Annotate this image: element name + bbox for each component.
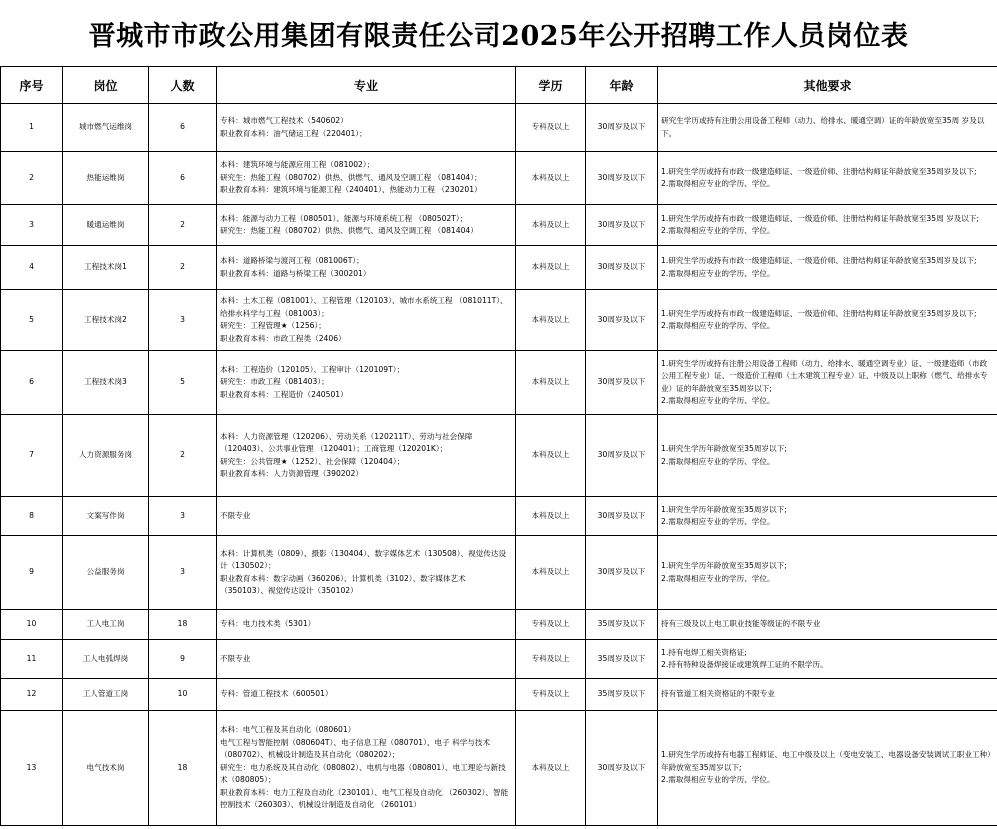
- other-line: 1.研究生学历或持有市政一级建造师证、一级造价师、注册结构师证年龄放宽至35周 岁及以下;: [661, 213, 980, 223]
- cell-age: 30周岁及以下: [586, 536, 658, 610]
- cell-education: 本科及以上: [516, 415, 586, 497]
- table-row: [1, 497, 997, 536]
- cell-post: 人力资源服务岗: [63, 415, 149, 497]
- cell-major: [217, 415, 516, 497]
- cell-post: 暖通运维岗: [63, 205, 149, 246]
- cell-no: 10: [1, 610, 63, 640]
- cell-education: 本科及以上: [516, 351, 586, 415]
- other-line: 持有三级及以上电工职业技能等级证的不限专业: [661, 619, 821, 629]
- other-line: 2.持有特种设备焊接证或建筑焊工证的不限学历。: [661, 660, 828, 669]
- header-age: 年龄: [586, 67, 658, 104]
- cell-education: 本科及以上: [516, 711, 586, 826]
- cell-post: 工程技术岗1: [63, 246, 149, 290]
- other-line: 1.研究生学历或持有市政一级建造师证、一级造价师、注册结构师证年龄放宽至35周岁及以下;: [661, 166, 977, 176]
- cell-age: 30周岁及以下: [586, 290, 658, 351]
- major-line: 职业教育本科：数字动画（360206）、计算机类（3102）、数字媒体艺术（350103）、视觉传达设计（350102）: [220, 573, 466, 595]
- table-body: [1, 104, 997, 826]
- other-line: 2.需取得相应专业的学历、学位。: [661, 775, 775, 785]
- cell-education: 本科及以上: [516, 290, 586, 351]
- cell-major: [217, 640, 516, 679]
- major-line: 职业教育本科：市政工程类（2406）: [220, 333, 346, 343]
- cell-other: [658, 205, 997, 246]
- major-line: 职业教育本科：建筑环境与能源工程（240401）、热能动力工程 （230201）: [220, 185, 482, 195]
- cell-other: [658, 104, 997, 152]
- cell-no: 2: [1, 152, 63, 205]
- major-line: 研究生：电力系统及其自动化（080802）、电机与电器（080801）、电工理论与新技术（080805）；: [220, 762, 506, 785]
- cell-age: 30周岁及以下: [586, 152, 658, 205]
- cell-count: 6: [149, 104, 217, 152]
- table-row: [1, 290, 997, 351]
- header-education: 学历: [516, 67, 586, 104]
- cell-post: 工人管道工岗: [63, 679, 149, 711]
- major-line: 本科：道路桥梁与渡河工程（081006T）；: [220, 256, 364, 265]
- major-line: 本科：计算机类（0809）、摄影（130404）、数字媒体艺术（130508）、视觉传达设计（130502）；: [220, 548, 507, 570]
- other-line: 2.需取得相应专业的学历、学位。: [661, 321, 775, 330]
- cell-major: [217, 711, 516, 826]
- major-line: 研究生：工程管理★（1256）；: [220, 321, 326, 330]
- cell-other: [658, 679, 997, 711]
- table-row: [1, 104, 997, 152]
- other-line: 1.研究生学历或持有电器工程师证、电工中级及以上（变电安装工、电器设备安装调试工职业工种）年龄放宽至35周岁以下;: [661, 750, 991, 772]
- cell-other: [658, 610, 997, 640]
- cell-other: [658, 246, 997, 290]
- table-row: [1, 246, 997, 290]
- cell-count: 3: [149, 536, 217, 610]
- cell-major: [217, 290, 516, 351]
- cell-major: [217, 205, 516, 246]
- table-row: [1, 152, 997, 205]
- header-post: 岗位: [63, 67, 149, 104]
- cell-count: 18: [149, 711, 217, 826]
- table-row: [1, 711, 997, 826]
- major-line: 职业教育本科：道路与桥梁工程（300201）: [220, 268, 371, 278]
- cell-major: [217, 246, 516, 290]
- major-line: 研究生：热能工程（080702）供热、供燃气、通风及空调工程 （081404）；: [220, 172, 482, 182]
- cell-age: 30周岁及以下: [586, 711, 658, 826]
- table-row: [1, 640, 997, 679]
- other-line: 1.研究生学历或持有市政一级建造师证、一级造价师、注册结构师证年龄放宽至35周岁及以下;: [661, 256, 977, 265]
- cell-age: 30周岁及以下: [586, 351, 658, 415]
- cell-post: 热能运维岗: [63, 152, 149, 205]
- other-line: 1.研究生学历或持有市政一级建造师证、一级造价师、注册结构师证年龄放宽至35周岁及以下;: [661, 308, 977, 318]
- cell-post: 工程技术岗2: [63, 290, 149, 351]
- cell-age: 35周岁及以下: [586, 679, 658, 711]
- cell-count: 2: [149, 415, 217, 497]
- cell-age: 30周岁及以下: [586, 497, 658, 536]
- cell-no: 8: [1, 497, 63, 536]
- cell-other: [658, 290, 997, 351]
- cell-education: 本科及以上: [516, 497, 586, 536]
- cell-count: 6: [149, 152, 217, 205]
- other-line: 2.需取得相应专业的学历、学位。: [661, 517, 775, 526]
- cell-post: 城市燃气运维岗: [63, 104, 149, 152]
- cell-count: 5: [149, 351, 217, 415]
- cell-education: 本科及以上: [516, 205, 586, 246]
- other-line: 2.需取得相应专业的学历、学位。: [661, 573, 775, 583]
- major-line: 本科：电气工程及其自动化（080601）: [220, 725, 356, 735]
- table-row: [1, 351, 997, 415]
- cell-other: [658, 536, 997, 610]
- cell-age: 35周岁及以下: [586, 610, 658, 640]
- table-row: [1, 205, 997, 246]
- cell-post: 工程技术岗3: [63, 351, 149, 415]
- cell-education: 专科及以上: [516, 610, 586, 640]
- cell-post: 文案写作岗: [63, 497, 149, 536]
- major-line: 研究生：市政工程（081403）；: [220, 377, 329, 387]
- major-line: 职业教育本科：电力工程及自动化（230101）、电气工程及自动化 （260302）、智能控制技术（260303）、机械设计制造及自动化 （260101）: [220, 787, 509, 810]
- major-line: 职业教育本科：油气储运工程（220401）；: [220, 128, 367, 138]
- header-no: 序号: [1, 67, 63, 104]
- cell-no: 5: [1, 290, 63, 351]
- cell-major: [217, 536, 516, 610]
- positions-table: [0, 66, 997, 826]
- cell-other: [658, 152, 997, 205]
- major-line: 本科：工程造价（120105）、工程审计（120109T）；: [220, 364, 405, 374]
- cell-no: 4: [1, 246, 63, 290]
- major-line: 电气工程与智能控制（080604T）、电子信息工程（080701）、电子 科学与技术（080702）、机械设计制造及其自动化（080202）；: [220, 737, 491, 760]
- cell-education: 本科及以上: [516, 246, 586, 290]
- cell-count: 3: [149, 290, 217, 351]
- cell-count: 9: [149, 640, 217, 679]
- other-line: 1.研究生学历年龄放宽至35周岁以下;: [661, 444, 787, 453]
- other-line: 2.需取得相应专业的学历、学位。: [661, 396, 775, 405]
- major-line: 专科：城市燃气工程技术（540602）: [220, 116, 348, 125]
- cell-education: 专科及以上: [516, 640, 586, 679]
- table-row: [1, 679, 997, 711]
- cell-other: [658, 640, 997, 679]
- header-major: 专业: [217, 67, 516, 104]
- cell-education: 本科及以上: [516, 152, 586, 205]
- cell-major: [217, 679, 516, 711]
- table-row: [1, 415, 997, 497]
- cell-age: 30周岁及以下: [586, 104, 658, 152]
- other-line: 1.研究生学历年龄放宽至35周岁以下;: [661, 504, 787, 514]
- cell-count: 10: [149, 679, 217, 711]
- cell-no: 11: [1, 640, 63, 679]
- header-other: 其他要求: [658, 67, 997, 104]
- major-line: 本科：能源与动力工程（080501）、能源与环境系统工程 （080502T）；: [220, 213, 468, 223]
- table-row: [1, 610, 997, 640]
- major-line: 研究生：热能工程（080702）供热、供燃气、通风及空调工程 （081404）: [220, 226, 478, 235]
- other-line: 1.研究生学历或持有注册公用设备工程师（动力、给排水、暖通空调专业）证、一级建造师（市政公用工程专业）证、一级造价工程师（土木建筑工程专业）证、中级及以上职称（燃气、给排水专业）证的年龄放宽至35周岁以下;: [661, 358, 988, 393]
- major-line: 专科：管道工程技术（600501）: [220, 689, 333, 699]
- major-line: 职业教育本科：人力资源管理（390202）: [220, 469, 363, 478]
- other-line: 持有管道工相关资格证的不限专业: [661, 689, 775, 699]
- cell-education: 本科及以上: [516, 536, 586, 610]
- other-line: 2.需取得相应专业的学历、学位。: [661, 268, 775, 278]
- major-line: 本科：建筑环境与能源应用工程（081002）；: [220, 160, 375, 170]
- cell-post: 工人电工岗: [63, 610, 149, 640]
- cell-major: [217, 610, 516, 640]
- major-line: 不限专业: [220, 653, 251, 663]
- cell-count: 2: [149, 246, 217, 290]
- cell-education: 专科及以上: [516, 104, 586, 152]
- cell-no: 13: [1, 711, 63, 826]
- major-line: 不限专业: [220, 510, 251, 520]
- cell-no: 3: [1, 205, 63, 246]
- cell-other: [658, 415, 997, 497]
- header-count: 人数: [149, 67, 217, 104]
- cell-age: 30周岁及以下: [586, 246, 658, 290]
- cell-post: 工人电弧焊岗: [63, 640, 149, 679]
- cell-count: 2: [149, 205, 217, 246]
- cell-no: 6: [1, 351, 63, 415]
- major-line: 本科：人力资源管理（120206）、劳动关系（120211T）、劳动与社会保障（120403）、公共事业管理 （120401）；工商管理（120201K）；: [220, 431, 473, 453]
- cell-other: [658, 711, 997, 826]
- cell-major: [217, 497, 516, 536]
- major-line: 本科：土木工程（081001）、工程管理（120103）、城市水系统工程 （081011T）、给排水科学与工程（081003）；: [220, 296, 508, 318]
- cell-post: 公益服务岗: [63, 536, 149, 610]
- cell-no: 12: [1, 679, 63, 711]
- cell-major: [217, 152, 516, 205]
- cell-count: 3: [149, 497, 217, 536]
- cell-other: [658, 351, 997, 415]
- cell-count: 18: [149, 610, 217, 640]
- major-line: 研究生：公共管理★（1252）、社会保障（120404）；: [220, 456, 405, 466]
- cell-major: [217, 104, 516, 152]
- table-row: [1, 536, 997, 610]
- cell-no: 9: [1, 536, 63, 610]
- page-title: 晋城市市政公用集团有限责任公司2025年公开招聘工作人员岗位表: [88, 20, 909, 52]
- cell-education: 专科及以上: [516, 679, 586, 711]
- other-line: 2.需取得相应专业的学历、学位。: [661, 456, 775, 466]
- other-line: 研究生学历或持有注册公用设备工程师（动力、给排水、暖通空调）证的年龄放宽至35周 岁及以下。: [661, 116, 985, 138]
- cell-post: 电气技术岗: [63, 711, 149, 826]
- cell-no: 1: [1, 104, 63, 152]
- table-header-row: [1, 67, 997, 104]
- major-line: 专科：电力技术类（5301）: [220, 619, 316, 629]
- cell-no: 7: [1, 415, 63, 497]
- major-line: 职业教育本科：工程造价（240501）: [220, 389, 348, 399]
- other-line: 1.研究生学历年龄放宽至35周岁以下;: [661, 561, 787, 570]
- other-line: 2.需取得相应专业的学历、学位。: [661, 179, 775, 188]
- cell-age: 35周岁及以下: [586, 640, 658, 679]
- cell-major: [217, 351, 516, 415]
- cell-other: [658, 497, 997, 536]
- cell-age: 30周岁及以下: [586, 205, 658, 246]
- other-line: 1.持有电焊工相关资格证;: [661, 647, 747, 657]
- cell-age: 30周岁及以下: [586, 415, 658, 497]
- other-line: 2.需取得相应专业的学历、学位。: [661, 226, 775, 235]
